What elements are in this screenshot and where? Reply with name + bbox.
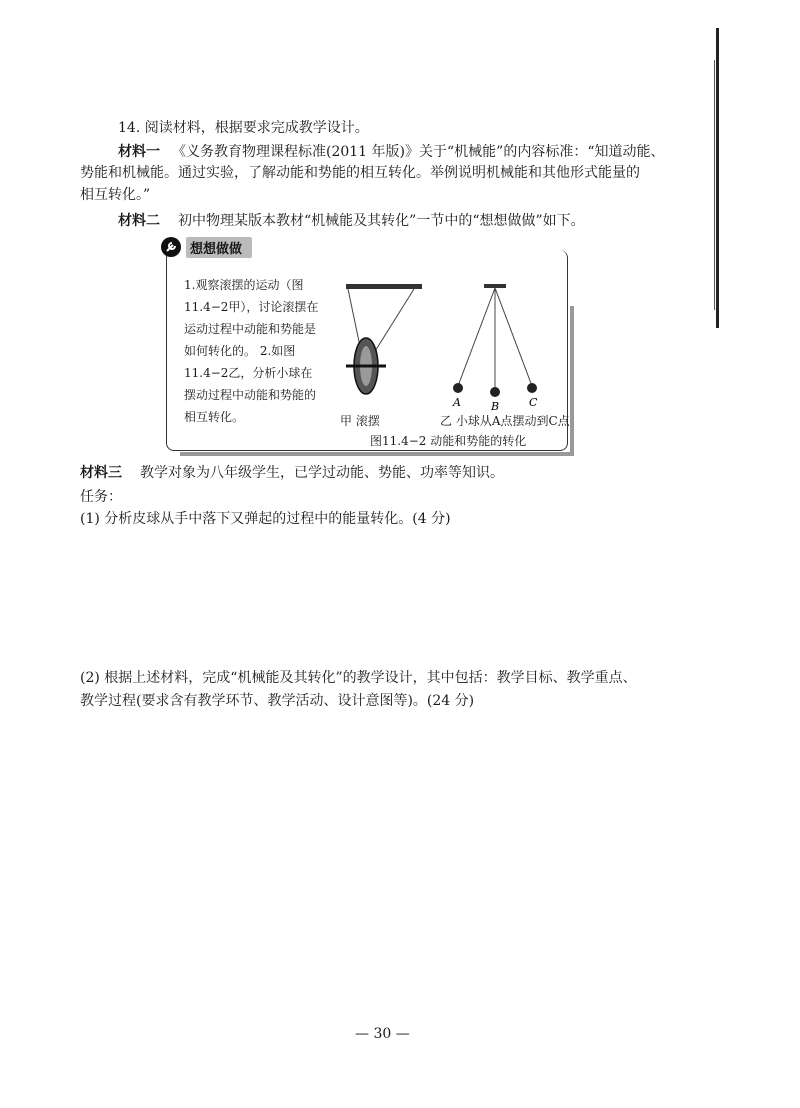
ball-a	[453, 383, 463, 393]
pendulum-support	[484, 284, 506, 288]
task-2-line-1: (2) 根据上述材料，完成“机械能及其转化”的教学设计，其中包括：教学目标、教学重点、	[80, 670, 637, 686]
pendulum-illustration	[326, 276, 556, 416]
label-a: A	[453, 396, 461, 409]
scan-edge-mark-thin	[714, 60, 715, 310]
pendulum-string-a	[458, 288, 495, 386]
material-3-text: 教学对象为八年级学生，已学过动能、势能、功率等知识。	[140, 465, 504, 481]
scan-edge-mark	[716, 28, 719, 328]
textbook-figure	[160, 236, 580, 458]
label-b: B	[491, 400, 500, 413]
material-1-text-1: 《义务教育物理课程标准(2011 年版)》关于“机械能”的内容标准：“知道动能、	[172, 144, 665, 160]
task-2-line-2: 教学过程(要求含有教学环节、教学活动、设计意图等)。(24 分)	[80, 693, 475, 709]
figure-instructions: 1.观察滚摆的运动（图11.4−2甲），讨论滚摆在运动过程中动能和势能是如何转化的。 2.如图11.4−2乙，分析小球在摆动过程中动能和势能的相互转化。	[184, 278, 319, 424]
material-2-text: 初中物理某版本教材“机械能及其转化”一节中的“想想做做”如下。	[178, 213, 585, 229]
ball-c	[527, 383, 537, 393]
pendulum-string-c	[495, 288, 532, 386]
material-1-line-3: 相互转化。”	[80, 187, 151, 203]
page-number: — 30 —	[355, 1026, 410, 1042]
material-3-label: 材料三	[80, 465, 122, 481]
ball-b	[490, 387, 500, 397]
figure-caption: 图11.4−2 动能和势能的转化	[370, 434, 527, 448]
wheel-string-right	[372, 289, 414, 356]
material-1-line-2: 势能和机械能。通过实验，了解动能和势能的相互转化。举例说明机械能和其他形式能量的	[80, 165, 640, 181]
question-header: 14. 阅读材料，根据要求完成教学设计。	[118, 120, 369, 136]
figure-tag	[160, 236, 252, 258]
wheel-support-bar	[346, 284, 422, 289]
task-label: 任务：	[80, 489, 122, 505]
task-1: (1) 分析皮球从手中落下又弹起的过程中的能量转化。(4 分)	[80, 511, 451, 527]
wrench-icon	[160, 236, 182, 258]
figure-tag-label: 想想做做	[186, 237, 252, 258]
material-3	[80, 462, 504, 484]
caption-wheel: 甲 滚摆	[340, 414, 380, 428]
material-2-label: 材料二	[118, 213, 160, 229]
material-1-line-1	[118, 141, 678, 163]
label-c: C	[529, 396, 538, 409]
caption-pendulum: 乙 小球从A点摆动到C点	[440, 414, 570, 428]
material-2	[118, 210, 585, 232]
figure-shadow-right	[570, 306, 574, 454]
material-1-label: 材料一	[118, 144, 160, 160]
figure-shadow-bottom	[180, 452, 574, 456]
